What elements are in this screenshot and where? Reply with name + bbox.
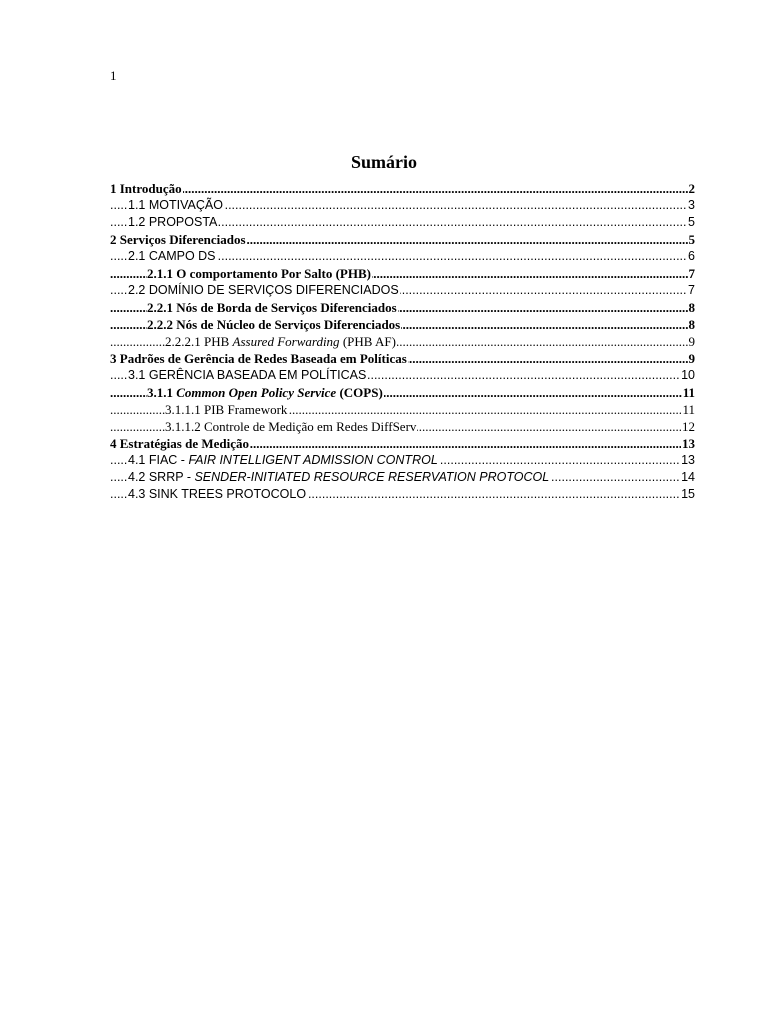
toc-entry-page: 6: [688, 249, 695, 263]
toc-entry-1-1[interactable]: [110, 197, 695, 214]
toc-entry-page: 8: [688, 300, 695, 315]
toc-entry-label: ..... 2.1 CAMPO DS: [128, 249, 216, 263]
toc-entry-page: 13: [681, 453, 695, 467]
toc-entry-page: 13: [682, 436, 695, 451]
toc-entry-page: 3: [688, 198, 695, 212]
toc-entry-page: 9: [688, 351, 695, 366]
toc-entry-label: ..... 1.1 MOTIVAÇÃO: [128, 198, 223, 212]
toc-entry-2-2-1[interactable]: [110, 299, 695, 316]
toc-entry-label: ..... 3 Padrões de Gerência de Redes Baseada em Políticas: [110, 351, 407, 366]
toc-entry-2-2-2[interactable]: [110, 316, 695, 333]
toc-title: Sumário: [350, 152, 417, 172]
toc-entry-3-1-1-1[interactable]: [110, 401, 695, 418]
toc-entry-2-1[interactable]: [110, 248, 695, 265]
toc-entry-2-2[interactable]: [110, 282, 695, 299]
toc-entry-label-italic: SENDER-INITIATED RESOURCE RESERVATION PROTOCOL: [194, 470, 550, 484]
toc-entry-label-italic: Assured Forwarding: [232, 334, 340, 349]
toc-entry-2-2-2-1[interactable]: [110, 333, 695, 350]
toc-entry-page: 2: [688, 181, 695, 196]
toc-entry-label: ..... 2.2 DOMÍNIO DE SERVIÇOS DIFERENCIADOS: [128, 283, 399, 297]
toc-entry-label: [128, 452, 439, 469]
toc-entry-label: ..... 1 Introdução: [110, 181, 182, 196]
toc-entry-label-italic: Common Open Policy Service: [176, 385, 337, 400]
toc-entry-label: ..... 4 Estratégias de Medição: [110, 436, 250, 451]
toc-entry-label: ..... 3.1.1.1 PIB Framework: [165, 402, 288, 417]
toc-entry-label-suffix: (PHB AF): [339, 334, 396, 349]
toc-entry-label-prefix: 4.1 FIAC -: [128, 453, 189, 467]
toc-entry-page: 14: [681, 470, 695, 484]
toc-entry-1-2[interactable]: [110, 214, 695, 231]
toc-entry-label-prefix: 2.2.2.1 PHB: [165, 334, 233, 349]
toc-entry-label-prefix: 4.2 SRRP -: [128, 470, 195, 484]
toc-entry-page: 15: [681, 487, 695, 501]
toc-entry-label: ..... 4.3 SINK TREES PROTOCOLO: [128, 487, 307, 501]
table-of-contents: [110, 180, 695, 503]
toc-entry-label: ..... 3.1 GERÊNCIA BASEADA EM POLÍTICAS: [128, 368, 367, 382]
toc-entry-2-1-1[interactable]: [110, 265, 695, 282]
toc-entry-page: 7: [688, 266, 695, 281]
toc-entry-3[interactable]: [110, 350, 695, 367]
toc-entry-4[interactable]: [110, 435, 695, 452]
toc-entry-label-italic: FAIR INTELLIGENT ADMISSION CONTROL: [188, 453, 438, 467]
toc-entry-page: 12: [682, 419, 695, 434]
toc-entry-label: ..... 2.2.1 Nós de Borda de Serviços Diferenciados: [147, 300, 397, 315]
toc-entry-page: 8: [688, 317, 695, 332]
toc-entry-page: 11: [682, 402, 695, 417]
toc-entry-page: 11: [682, 385, 695, 400]
toc-entry-1[interactable]: [110, 180, 695, 197]
page-number: 1: [110, 68, 117, 83]
toc-entry-label-prefix: 3.1.1: [147, 385, 177, 400]
toc-entry-2[interactable]: [110, 231, 695, 248]
toc-entry-label: ..... 1.2 PROPOSTA: [128, 215, 218, 229]
toc-entry-label: ..... 2 Serviços Diferenciados: [110, 232, 246, 247]
toc-entry-label: ..... 2.1.1 O comportamento Por Salto (PHB): [147, 266, 371, 281]
toc-entry-page: 5: [688, 232, 695, 247]
toc-entry-3-1-1[interactable]: [110, 384, 695, 401]
toc-entry-4-1[interactable]: [110, 452, 695, 469]
toc-entry-3-1[interactable]: [110, 367, 695, 384]
toc-entry-label: ..... 2.2.2 Nós de Núcleo de Serviços Diferenciados: [147, 317, 401, 332]
toc-entry-label: ..... 3.1.1.2 Controle de Medição em Redes DiffServ: [165, 419, 417, 434]
toc-entry-4-2[interactable]: [110, 469, 695, 486]
toc-entry-label: [165, 333, 397, 350]
toc-entry-page: 7: [688, 283, 695, 297]
toc-entry-label-suffix: (COPS): [336, 385, 383, 400]
toc-entry-3-1-1-2[interactable]: [110, 418, 695, 435]
toc-entry-page: 10: [681, 368, 695, 382]
toc-entry-page: 5: [688, 215, 695, 229]
toc-entry-label: [147, 384, 384, 401]
toc-entry-4-3[interactable]: [110, 486, 695, 503]
toc-entry-page: 9: [688, 334, 695, 349]
toc-entry-label: [128, 469, 550, 486]
